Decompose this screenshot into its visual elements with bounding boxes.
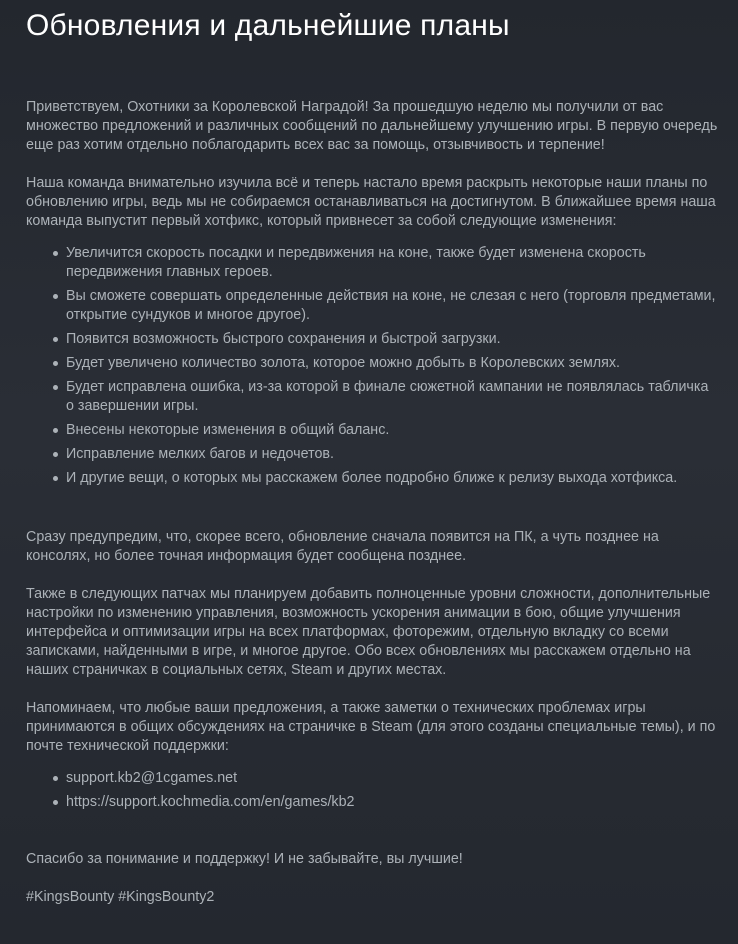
support-email-text: support.kb2@1cgames.net: [66, 770, 238, 786]
list-item-text: Вы сможете совершать определенные действия на коне, не слезая с него (торговля предметами, открытие сундуков и многое другое).: [66, 288, 716, 323]
support-url-text: https://support.kochmedia.com/en/games/kb2: [66, 794, 355, 810]
list-item-text: И другие вещи, о которых мы расскажем более подробно ближе к релизу выхода хотфикса.: [66, 470, 678, 486]
list-item-text: Будет исправлена ошибка, из-за которой в финале сюжетной кампании не появлялась табличка о завершении игры.: [66, 379, 709, 414]
list-item: [66, 354, 718, 373]
list-item: [66, 287, 718, 325]
future-patches-paragraph: Также в следующих патчах мы планируем добавить полноценные уровни сложности, дополнительные настройки по изменению управления, возможность ускорения анимации в бою, общие улучшения интерфейса и оптимизации игры на всех платформах, фоторежим, отдельную вкладку со всеми записками, найденными в игре, и многое другое. Обо всех обновлениях мы расскажем отдельно на наших страничках в социальных сетях, Steam и других местах.: [26, 586, 711, 678]
list-item: [66, 330, 718, 349]
bullet-icon: [53, 476, 58, 481]
bullet-icon: [53, 800, 58, 805]
bullet-icon: [53, 294, 58, 299]
hotfix-list: [26, 244, 718, 488]
list-item: [66, 421, 718, 440]
thanks-paragraph: Спасибо за понимание и поддержку! И не забывайте, вы лучшие!: [26, 851, 463, 867]
bullet-icon: [53, 428, 58, 433]
list-item: [66, 445, 718, 464]
hashtags: #KingsBounty #KingsBounty2: [26, 889, 215, 905]
bullet-icon: [53, 452, 58, 457]
bullet-icon: [53, 361, 58, 366]
platform-note-paragraph: Сразу предупредим, что, скорее всего, обновление сначала появится на ПК, а чуть позднее на консолях, но более точная информация будет сообщена позднее.: [26, 529, 659, 564]
list-item: [66, 244, 718, 282]
list-item: [66, 469, 718, 488]
plans-intro-paragraph: Наша команда внимательно изучила всё и теперь настало время раскрыть некоторые наши планы по обновлению игры, ведь мы не собираемся останавливаться на достигнутом. В ближайшее время наша команда выпустит первый хотфикс, который привнесет за собой следующие изменения:: [26, 175, 716, 229]
list-item-text: Внесены некоторые изменения в общий баланс.: [66, 422, 390, 438]
support-url-item: [66, 793, 718, 812]
list-item: [66, 378, 718, 416]
feedback-paragraph: Напоминаем, что любые ваши предложения, а также заметки о технических проблемах игры принимаются в общих обсуждениях на страничке в Steam (для этого созданы специальные темы), и по почте технической поддержки:: [26, 700, 716, 754]
bullet-icon: [53, 337, 58, 342]
list-item-text: Исправление мелких багов и недочетов.: [66, 446, 334, 462]
intro-paragraph: Приветствуем, Охотники за Королевской Наградой! За прошедшую неделю мы получили от вас множество предложений и различных сообщений по дальнейшему улучшению игры. В первую очередь еще раз хотим отдельно поблагодарить всех вас за помощь, отзывчивость и терпение!: [26, 99, 718, 153]
bullet-icon: [53, 776, 58, 781]
support-list: [26, 769, 718, 812]
list-item-text: Будет увеличено количество золота, которое можно добыть в Королевских землях.: [66, 355, 620, 371]
support-email-item: [66, 769, 718, 788]
article-title: Обновления и дальнейшие планы: [26, 9, 510, 42]
bullet-icon: [53, 251, 58, 256]
list-item-text: Увеличится скорость посадки и передвижения на коне, также будет изменена скорость передвижения главных героев.: [66, 245, 646, 280]
list-item-text: Появится возможность быстрого сохранения и быстрой загрузки.: [66, 331, 501, 347]
bullet-icon: [53, 385, 58, 390]
